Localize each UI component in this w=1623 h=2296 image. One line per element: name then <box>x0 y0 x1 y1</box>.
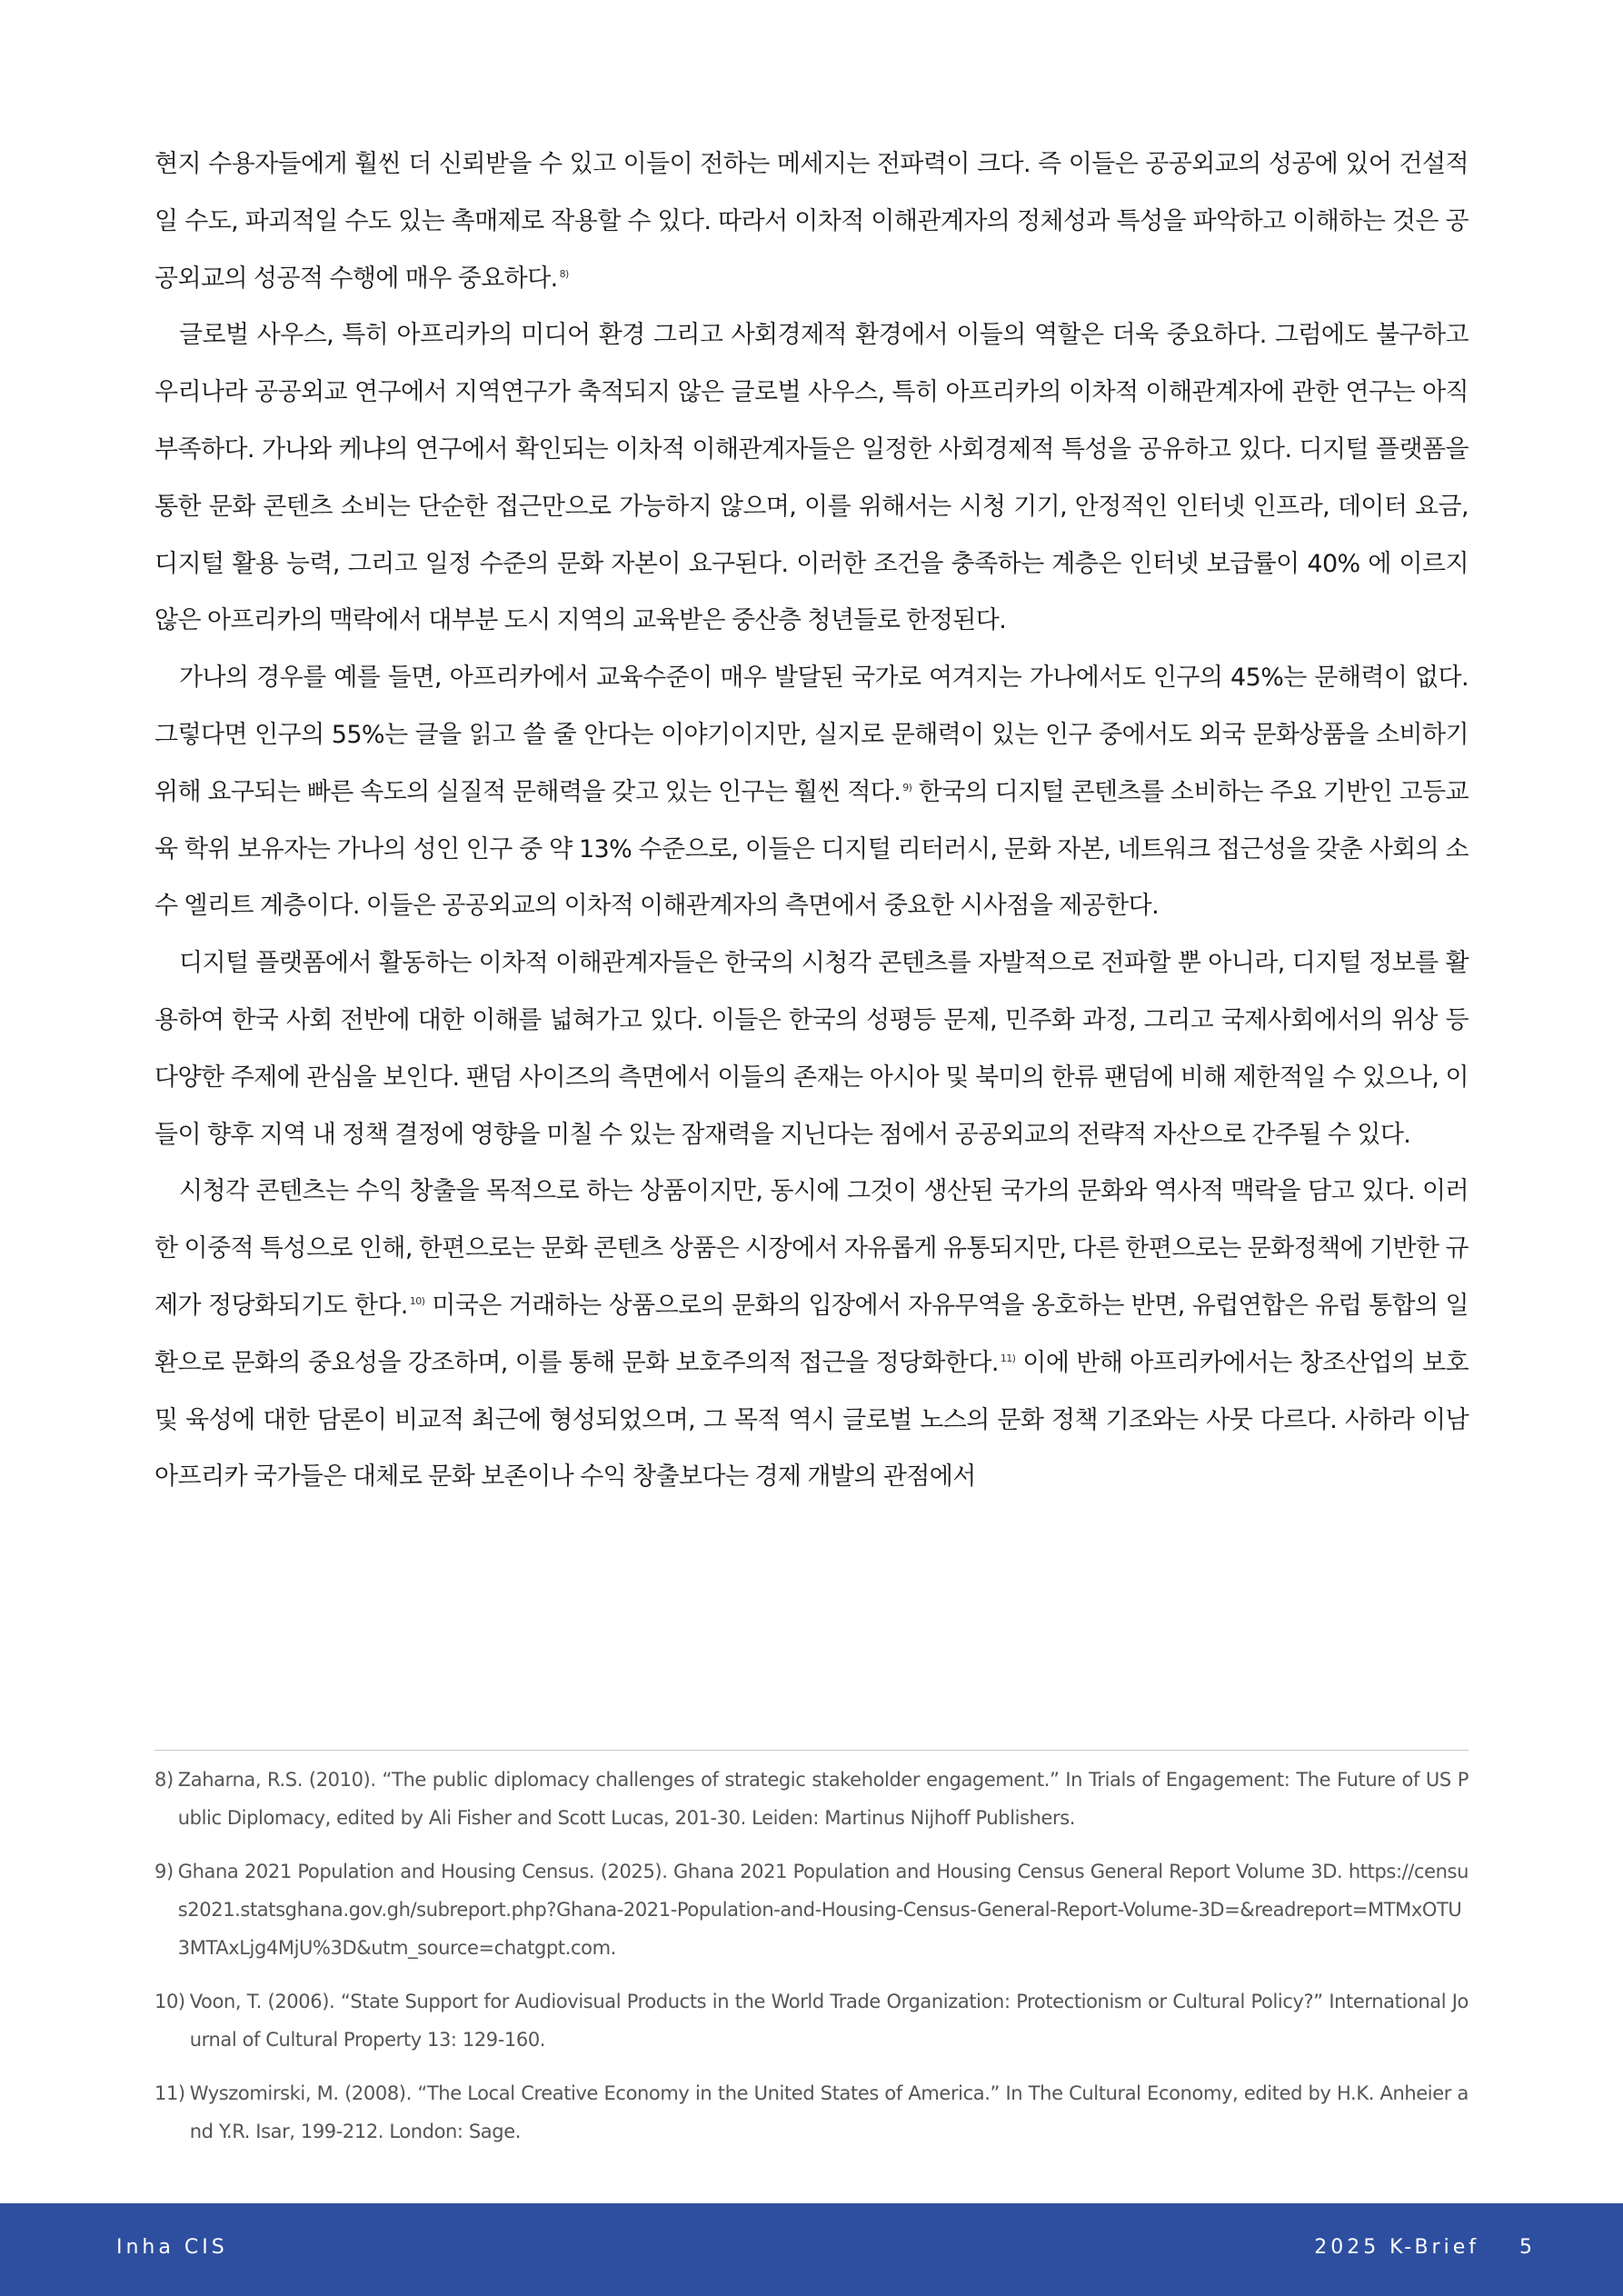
footnote-reference[interactable]: 10) <box>409 1294 425 1307</box>
footer-publication: 2025 K-Brief <box>1314 2236 1479 2259</box>
paragraph-text: 이에 반해 아프리카에서는 창조산업의 보호 및 육성에 대한 담론이 비교적 최근에 형성되었으며, 그 목적 역시 글로벌 노스의 문화 정책 기조와는 사뭇 다르다. 사하라 이남 아프리카 국가들은 대체로 문화 보존이나 수익 창출보다는 경제 개발의 관점에서 <box>154 1348 1469 1492</box>
paragraph-text: 시청각 콘텐츠는 수익 창출을 목적으로 하는 상품이지만, 동시에 그것이 생산된 국가의 문화와 역사적 맥락을 담고 있다. 이러한 이중적 특성으로 인해, 한편으로는 문화 콘텐츠 상품은 시장에서 자유롭게 유통되지만, 다른 한편으로는 문화정책에 기반한 규제가 정당화되기도 한다. <box>154 1177 1469 1320</box>
footnote-item <box>154 1852 1469 1967</box>
page-number: 5 <box>1519 2236 1536 2259</box>
footnote-number: 8) <box>154 1769 174 1791</box>
footnote-text: Wyszomirski, M. (2008). “The Local Creative Economy in the United States of America.” In The Cultural Economy, edited by H.K. Anheier and Y.R. Isar, 199-212. London: Sage. <box>189 2082 1469 2142</box>
paragraph <box>154 136 1469 307</box>
paragraph <box>154 1163 1469 1506</box>
paragraph-text: 디지털 플랫폼에서 활동하는 이차적 이해관계자들은 한국의 시청각 콘텐츠를 자발적으로 전파할 뿐 아니라, 디지털 정보를 활용하여 한국 사회 전반에 대한 이해를 넓혀가고 있다. 이들은 한국의 성평등 문제, 민주화 과정, 그리고 국제사회에서의 위상 등 다양한 주제에 관심을 보인다. 팬덤 사이즈의 측면에서 이들의 존재는 아시아 및 북미의 한류 팬덤에 비해 제한적일 수 있으나, 이들이 향후 지역 내 정책 결정에 영향을 미칠 수 있는 잠재력을 지닌다는 점에서 공공외교의 전략적 자산으로 간주될 수 있다. <box>154 949 1469 1149</box>
article-body <box>154 136 1469 1506</box>
footnote-reference[interactable]: 9) <box>902 781 912 794</box>
paragraph-text: 글로벌 사우스, 특히 아프리카의 미디어 환경 그리고 사회경제적 환경에서 이들의 역할은 더욱 중요하다. 그럼에도 불구하고 우리나라 공공외교 연구에서 지역연구가 축적되지 않은 글로벌 사우스, 특히 아프리카의 이차적 이해관계자에 관한 연구는 아직 부족하다. 가나와 케냐의 연구에서 확인되는 이차적 이해관계자들은 일정한 사회경제적 특성을 공유하고 있다. 디지털 플랫폼을 통한 문화 콘텐츠 소비는 단순한 접근만으로 가능하지 않으며, 이를 위해서는 시청 기기, 안정적인 인터넷 인프라, 데이터 요금, 디지털 활용 능력, 그리고 일정 수준의 문화 자본이 요구된다. 이러한 조건을 충족하는 계층은 인터넷 보급률이 40% 에 이르지 않은 아프리카의 맥락에서 대부분 도시 지역의 교육받은 중산층 청년들로 한정된다. <box>154 321 1469 635</box>
paragraph <box>154 307 1469 650</box>
footnote-text: Ghana 2021 Population and Housing Census. (2025). Ghana 2021 Population and Housing Census General Report Volume 3D. https://census2021.statsghana.gov.gh/subreport.php?Ghana-2021-Population-and-Housing-Census-General-Report-Volume-3D=&readreport=MTMxOTU3MTAxLjg4MjU%3D&utm_source=chatgpt.com. <box>177 1861 1469 1959</box>
paragraph <box>154 935 1469 1163</box>
paragraph-text: 현지 수용자들에게 훨씬 더 신뢰받을 수 있고 이들이 전하는 메세지는 전파력이 크다. 즉 이들은 공공외교의 성공에 있어 건설적일 수도, 파괴적일 수도 있는 촉매제로 작용할 수 있다. 따라서 이차적 이해관계자의 정체성과 특성을 파악하고 이해하는 것은 공공외교의 성공적 수행에 매우 중요하다. <box>154 150 1469 293</box>
footer-publisher: Inha CIS <box>116 2236 228 2259</box>
footnotes <box>154 1761 1469 2166</box>
paragraph-text: 한국의 디지털 콘텐츠를 소비하는 주요 기반인 고등교육 학위 보유자는 가나의 성인 인구 중 약 13% 수준으로, 이들은 디지털 리터러시, 문화 자본, 네트워크 접근성을 갖춘 사회의 소수 엘리트 계층이다. 이들은 공공외교의 이차적 이해관계자의 측면에서 중요한 시사점을 제공한다. <box>154 777 1469 921</box>
footnote-number: 10) <box>154 1991 185 2012</box>
footnote-reference[interactable]: 11) <box>1000 1352 1016 1364</box>
footer-right <box>1314 2236 1536 2259</box>
footnote-divider <box>154 1750 1469 1751</box>
footnote-reference[interactable]: 8) <box>559 267 569 280</box>
footnote-item <box>154 1761 1469 1837</box>
paragraph-text: 미국은 거래하는 상품으로의 문화의 입장에서 자유무역을 옹호하는 반면, 유럽연합은 유럽 통합의 일환으로 문화의 중요성을 강조하며, 이를 통해 문화 보호주의적 접근을 정당화한다. <box>154 1291 1469 1377</box>
footnote-item <box>154 2074 1469 2151</box>
footnote-item <box>154 1982 1469 2059</box>
paragraph-text: 가나의 경우를 예를 들면, 아프리카에서 교육수준이 매우 발달된 국가로 여겨지는 가나에서도 인구의 45%는 문해력이 없다. 그렇다면 인구의 55%는 글을 읽고 쓸 줄 안다는 이야기이지만, 실지로 문해력이 있는 인구 중에서도 외국 문화상품을 소비하기 위해 요구되는 빠른 속도의 실질적 문해력을 갖고 있는 인구는 훨씬 적다. <box>154 664 1469 806</box>
page-footer <box>0 2203 1623 2296</box>
footnote-number: 9) <box>154 1861 174 1882</box>
footnote-number: 11) <box>154 2082 185 2104</box>
footnote-text: Zaharna, R.S. (2010). “The public diplomacy challenges of strategic stakeholder engagement.” In Trials of Engagement: The Future of US Public Diplomacy, edited by Ali Fisher and Scott Lucas, 201-30. Leiden: Martinus Nijhoff Publishers. <box>177 1769 1469 1829</box>
footnote-text: Voon, T. (2006). “State Support for Audiovisual Products in the World Trade Organization: Protectionism or Cultural Policy?” International Journal of Cultural Property 13: 129-160. <box>189 1991 1469 2051</box>
paragraph <box>154 650 1469 935</box>
